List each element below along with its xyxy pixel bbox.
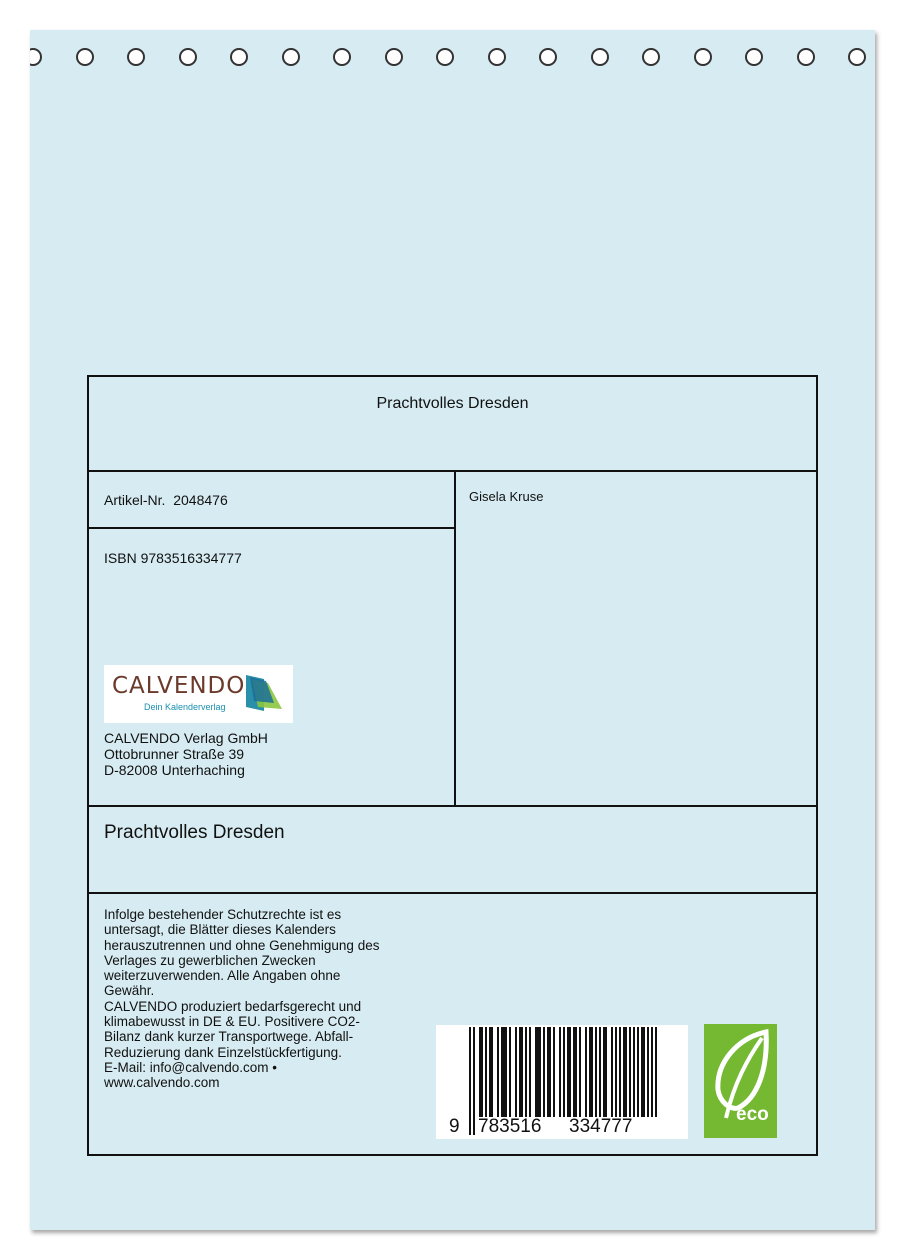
barcode-bar [485, 1027, 487, 1117]
eco-label: eco [736, 1104, 769, 1125]
isbn: ISBN 9783516334777 [104, 550, 242, 566]
barcode-bar [585, 1027, 587, 1117]
publisher-street: Ottobrunner Straße 39 [104, 746, 245, 762]
barcode-bar [559, 1027, 561, 1117]
barcode-bar [579, 1027, 581, 1117]
binding-ring [848, 48, 866, 66]
divider [89, 527, 455, 529]
article-number [104, 492, 228, 508]
barcode-bar [573, 1027, 575, 1117]
barcode-left-digits: 783516 [478, 1116, 542, 1137]
publisher-city: D-82008 Unterhaching [104, 762, 245, 778]
barcode-bar [497, 1027, 499, 1117]
barcode-bar [469, 1027, 471, 1135]
divider [89, 892, 816, 894]
barcode-bar [595, 1027, 597, 1117]
legal-line: Bilanz dank kurzer Transportwege. Abfall- [104, 1029, 354, 1045]
barcode-bar [575, 1027, 577, 1117]
binding-ring [745, 48, 763, 66]
binding-ring [436, 48, 454, 66]
legal-line: E-Mail: info@calvendo.com • [104, 1059, 277, 1075]
barcode-bar [521, 1027, 523, 1117]
barcode-bar [637, 1027, 639, 1117]
binding-ring [797, 48, 815, 66]
barcode-bar [615, 1027, 617, 1117]
author-name: Gisela Kruse [469, 489, 544, 504]
divider [89, 470, 816, 472]
barcode-bar [537, 1027, 539, 1117]
barcode-bar [629, 1027, 631, 1117]
barcode-bar [489, 1027, 491, 1117]
barcode-bars [436, 1025, 688, 1139]
binding-ring [333, 48, 351, 66]
info-box [87, 375, 818, 1156]
barcode-bar [535, 1027, 537, 1117]
legal-line: weiterzuverwenden. Alle Angaben ohne [104, 968, 341, 984]
binding-ring [179, 48, 197, 66]
barcode-bar [623, 1027, 625, 1117]
legal-line: untersagt, die Blätter dieses Kalenders [104, 922, 336, 938]
barcode-bar [539, 1027, 541, 1117]
logo-mark-icon [244, 673, 286, 713]
legal-line: Gewähr. [104, 983, 155, 999]
binding-ring [127, 48, 145, 66]
publisher-address [104, 730, 268, 778]
barcode-bar [625, 1027, 627, 1117]
eco-badge [704, 1024, 777, 1138]
barcode-bar [479, 1027, 481, 1117]
legal-line: www.calvendo.com [104, 1075, 220, 1091]
barcode-bar [543, 1027, 545, 1117]
barcode-bar [619, 1027, 621, 1117]
barcode-bar [505, 1027, 507, 1117]
barcode-bar [529, 1027, 531, 1117]
barcode-bar [599, 1027, 601, 1117]
calvendo-logo [104, 665, 293, 723]
barcode-bar [519, 1027, 521, 1117]
barcode-bar [567, 1027, 569, 1117]
barcode-bar [481, 1027, 483, 1117]
barcode-bar [515, 1027, 517, 1117]
barcode-bar [589, 1027, 591, 1117]
barcode-bar [647, 1027, 649, 1117]
legal-line: klimabewusst in DE & EU. Positivere CO2- [104, 1014, 360, 1030]
binding-ring [642, 48, 660, 66]
article-label: Artikel-Nr. [104, 492, 166, 508]
binding-ring [385, 48, 403, 66]
legal-line: Infolge bestehender Schutzrechte ist es [104, 907, 342, 922]
legal-line: Verlages zu gewerblichen Zwecken [104, 952, 316, 968]
calendar-title: Prachtvolles Dresden [376, 395, 529, 412]
binding-ring [591, 48, 609, 66]
binding-ring [488, 48, 506, 66]
binding-ring [30, 48, 42, 66]
barcode-bar [569, 1027, 571, 1117]
divider [89, 805, 816, 807]
barcode-bar [501, 1027, 503, 1117]
barcode-bar [553, 1027, 555, 1117]
calendar-subtitle: Prachtvolles Dresden [104, 822, 285, 843]
barcode-bar [503, 1027, 505, 1117]
isbn-barcode [436, 1025, 688, 1139]
barcode-bar [473, 1027, 475, 1135]
divider [454, 470, 456, 806]
binding-ring [539, 48, 557, 66]
barcode-bar [643, 1027, 645, 1117]
publisher-name: CALVENDO Verlag GmbH [104, 730, 268, 746]
barcode-bar [509, 1027, 511, 1117]
logo-tagline: Dein Kalenderverlag [144, 702, 226, 712]
article-value: 2048476 [173, 492, 228, 508]
binding-ring [694, 48, 712, 66]
barcode-bar [563, 1027, 565, 1117]
barcode-bar [611, 1027, 613, 1117]
barcode-bar [641, 1027, 643, 1117]
barcode-bar [549, 1027, 551, 1117]
barcode-right-digits: 334777 [569, 1116, 633, 1137]
barcode-bar [547, 1027, 549, 1117]
barcode-bar [655, 1027, 657, 1117]
barcode-bar [591, 1027, 593, 1117]
barcode-first-digit: 9 [449, 1116, 460, 1137]
barcode-bar [491, 1027, 493, 1117]
barcode-bar [605, 1027, 607, 1117]
barcode-bar [525, 1027, 527, 1117]
barcode-bar [651, 1027, 653, 1117]
legal-line: Reduzierung dank Einzelstückfertigung. [104, 1044, 342, 1060]
legal-line: CALVENDO produziert bedarfsgerecht und [104, 998, 362, 1014]
binding-ring [282, 48, 300, 66]
legal-line: herauszutrennen und ohne Genehmigung des [104, 937, 380, 953]
logo-wordmark: CALVENDO [112, 673, 246, 699]
barcode-bar [603, 1027, 605, 1117]
legal-notice [104, 907, 439, 1091]
binding-ring [76, 48, 94, 66]
barcode-bar [633, 1027, 635, 1117]
binding-ring [230, 48, 248, 66]
spiral-binding [30, 44, 875, 74]
